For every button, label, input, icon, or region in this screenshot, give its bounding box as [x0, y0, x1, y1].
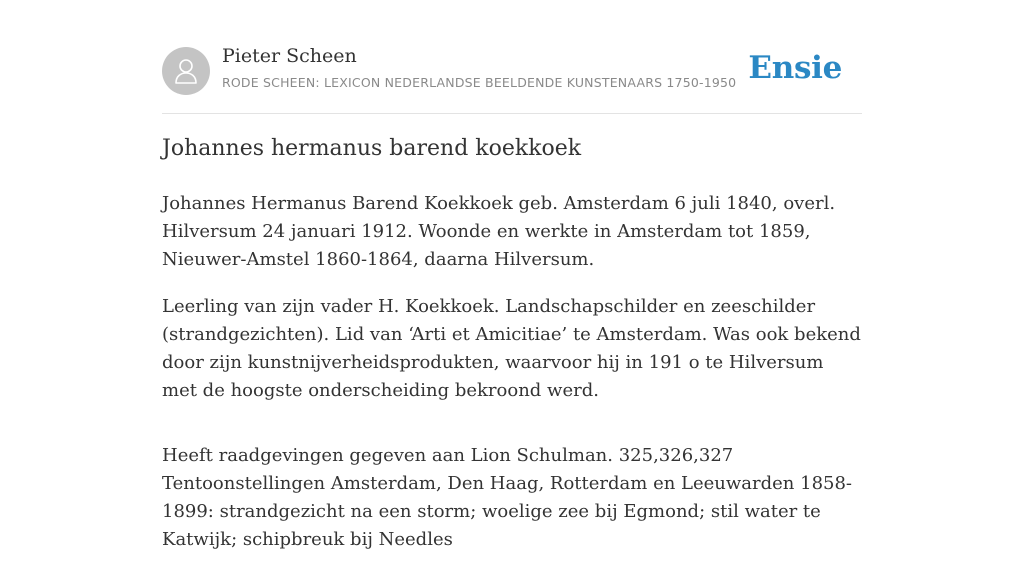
article-title: Johannes hermanus barend koekkoek — [162, 136, 582, 161]
author-avatar[interactable] — [162, 47, 210, 95]
paragraph: Johannes Hermanus Barend Koekkoek geb. Amsterdam 6 juli 1840, overl. Hilversum 24 januari 1912. Woonde en werkte in Amsterdam tot 1859, Nieuwer-Amstel 1860-1864, daarna Hilversum. — [162, 193, 836, 270]
user-icon — [172, 56, 200, 86]
paragraph: Heeft raadgevingen gegeven aan Lion Schulman. 325,326,327 Tentoonstellingen Amsterdam, Den Haag, Rotterdam en Leeuwarden 1858-1899: strandgezicht na een storm; woelige zee bij Egmond; stil water te Katwijk; schipbreuk bij Needles — [162, 445, 853, 550]
ensie-logo[interactable]: Ensie — [748, 50, 842, 86]
author-name[interactable]: Pieter Scheen — [222, 45, 357, 67]
article-body — [162, 190, 862, 573]
source-title[interactable]: RODE SCHEEN: LEXICON NEDERLANDSE BEELDENDE KUNSTENAARS 1750-1950 — [222, 75, 737, 90]
paragraph: Leerling van zijn vader H. Koekkoek. Landschapschilder en zeeschilder (strandgezichten). Lid van ‘Arti et Amicitiae’ te Amsterdam. Was ook bekend door zijn kunstnijverheidsprodukten, waarvoor hij in 191 o te Hilversum met de hoogste onderscheiding bekroond werd. — [162, 296, 861, 401]
article-header — [162, 0, 862, 114]
content-container — [162, 0, 862, 550]
